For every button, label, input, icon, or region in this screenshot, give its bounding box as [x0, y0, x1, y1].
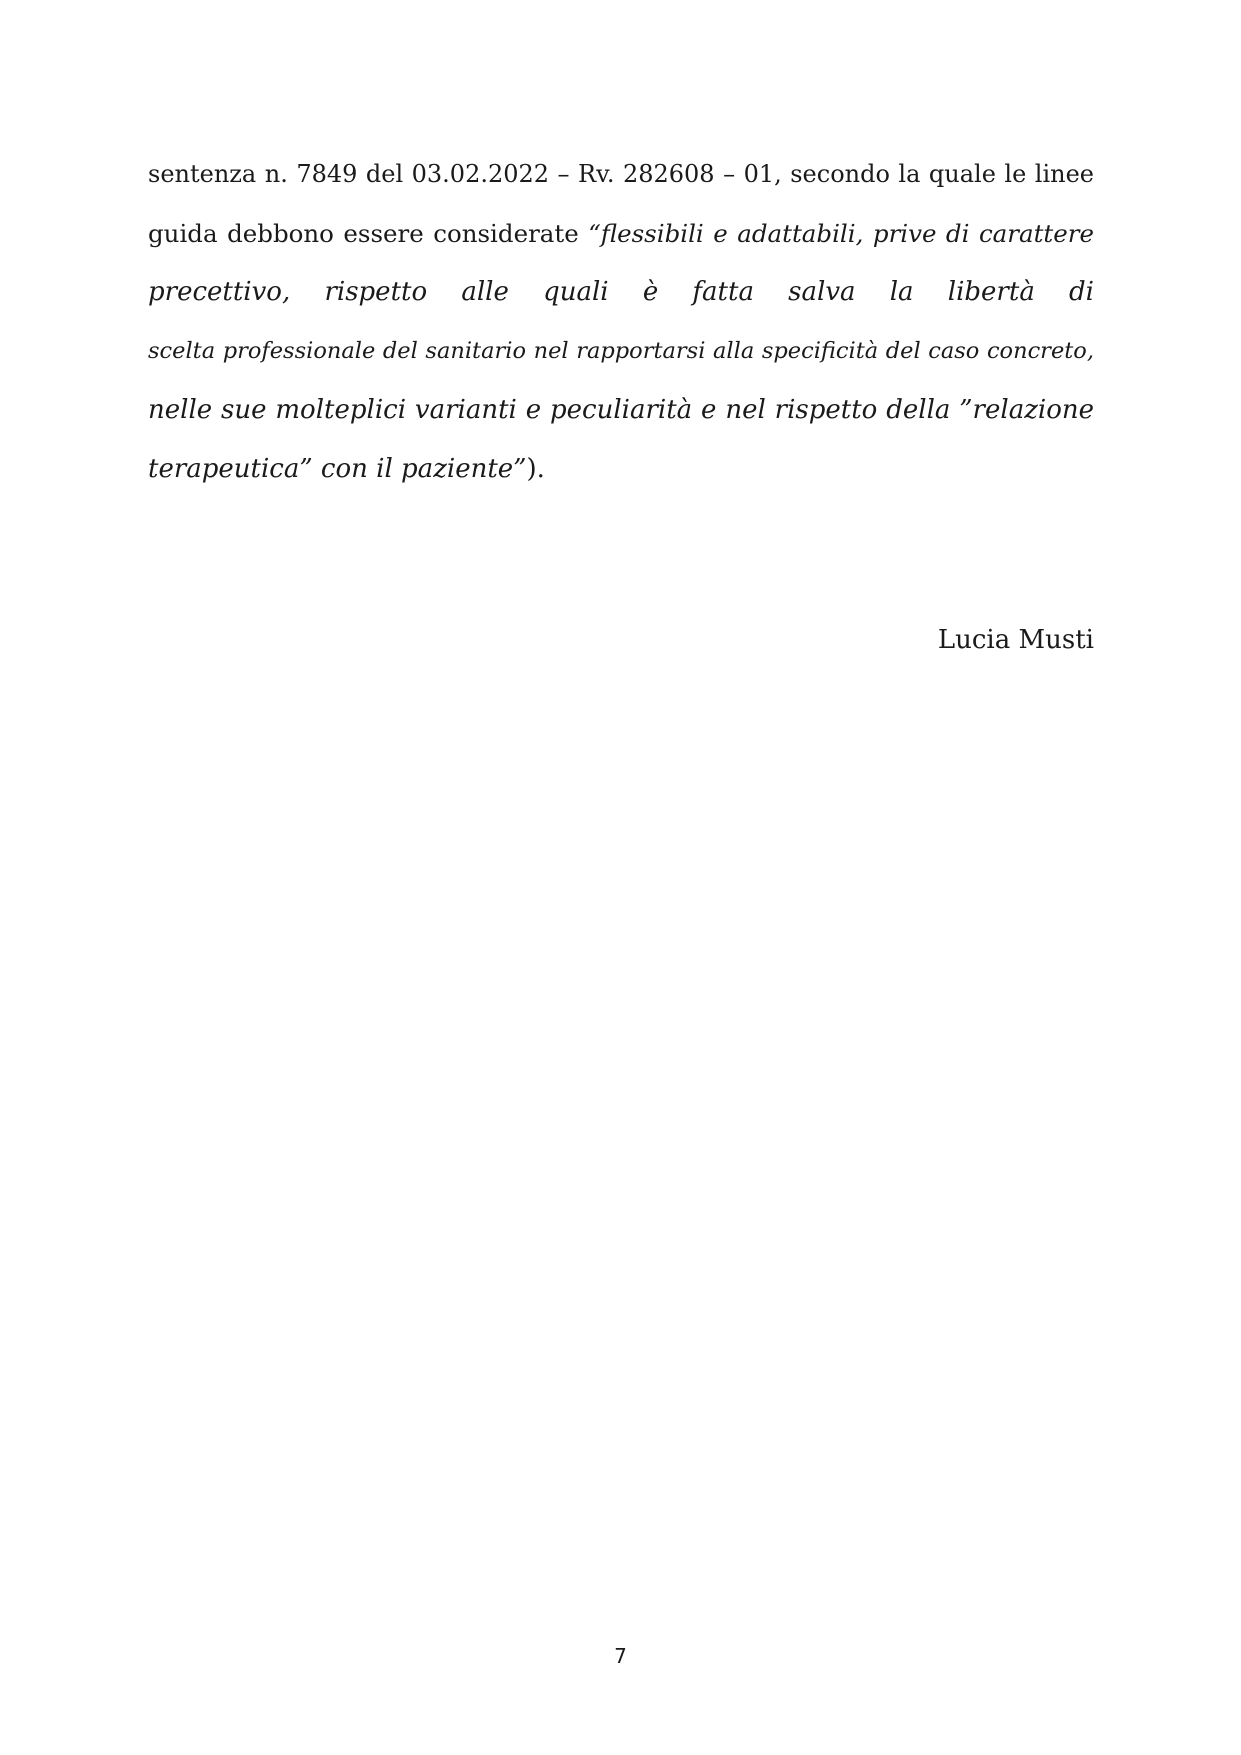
page-number: 7 [614, 1644, 627, 1668]
paragraph-line-5 [148, 381, 1094, 440]
line-6-tail: ). [526, 454, 545, 484]
line-3-italic: precettivo, rispetto alle quali è fatta salva la libertà di [148, 277, 1094, 307]
body-paragraph [148, 145, 1094, 499]
author-signature: Lucia Musti [937, 625, 1094, 655]
paragraph-line-1 [148, 145, 1094, 204]
line-6-italic: terapeutica” con il paziente” [148, 454, 527, 484]
line-1-plain: sentenza n. 7849 del 03.02.2022 – Rv. 282608 – 01, secondo la quale le linee [148, 160, 1094, 188]
paragraph-line-6 [148, 440, 1094, 499]
paragraph-line-2 [148, 204, 1094, 263]
paragraph-line-4 [148, 322, 1094, 381]
line-4-italic: scelta professionale del sanitario nel rapportarsi alla specificità del caso concreto, [148, 338, 1094, 364]
paragraph-line-3 [148, 263, 1094, 322]
line-2-plain: guida debbono essere considerate [148, 219, 589, 248]
line-5-italic: nelle sue molteplici varianti e peculiarità e nel rispetto della ”relazione [148, 395, 1094, 425]
line-2-italic: “flessibili e adattabili, prive di carattere [588, 219, 1094, 248]
